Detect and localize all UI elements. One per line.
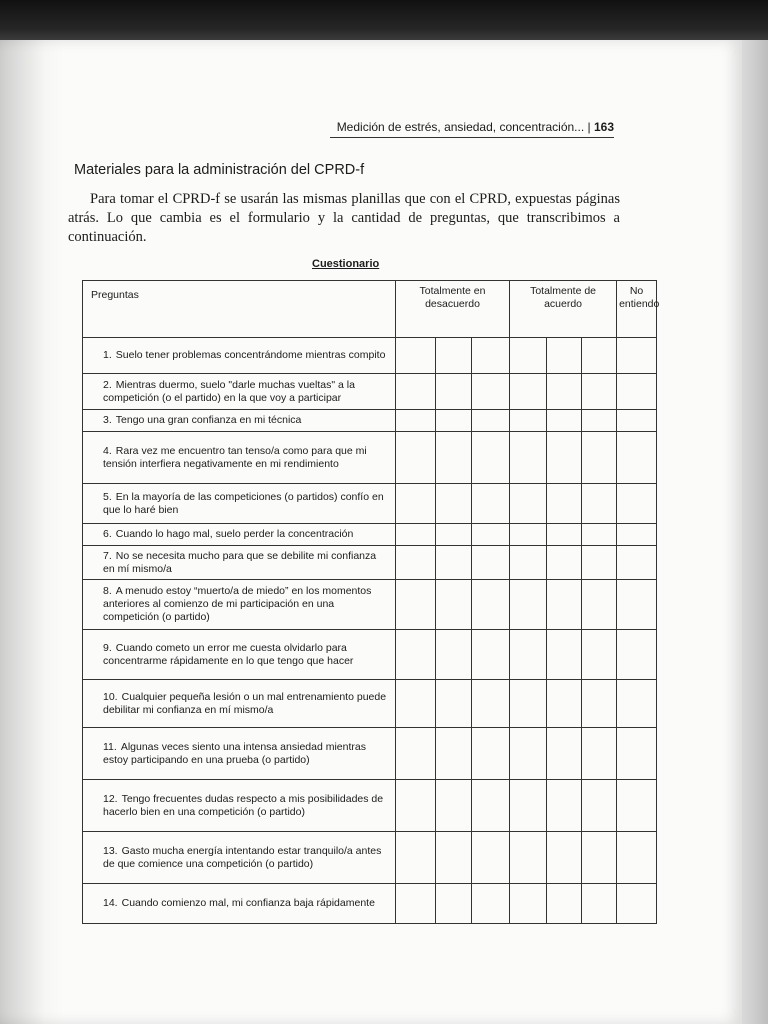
question-cell — [83, 374, 396, 410]
question-text: En la mayoría de las competiciones (o partidos) confío en que lo haré bien — [103, 490, 384, 516]
answer-cell[interactable] — [547, 374, 582, 410]
answer-cell[interactable] — [472, 884, 510, 924]
table-row — [83, 884, 657, 924]
question-cell — [83, 524, 396, 546]
question-number: 7. — [103, 549, 112, 562]
answer-cell[interactable] — [617, 884, 657, 924]
answer-cell[interactable] — [472, 546, 510, 580]
answer-cell[interactable] — [582, 780, 617, 832]
table-row — [83, 728, 657, 780]
question-cell — [83, 546, 396, 580]
answer-cell[interactable] — [547, 680, 582, 728]
answer-cell[interactable] — [547, 832, 582, 884]
answer-cell[interactable] — [510, 374, 547, 410]
answer-cell[interactable] — [472, 580, 510, 630]
table-row — [83, 546, 657, 580]
question-number: 6. — [103, 528, 112, 540]
question-text: No se necesita mucho para que se debilite mi confianza en mí mismo/a — [103, 549, 377, 575]
answer-cell[interactable] — [547, 630, 582, 680]
answer-cell[interactable] — [436, 728, 472, 780]
table-row — [83, 832, 657, 884]
answer-cell[interactable] — [617, 780, 657, 832]
answer-cell[interactable] — [510, 884, 547, 924]
answer-cell[interactable] — [472, 780, 510, 832]
answer-cell[interactable] — [396, 546, 436, 580]
answer-cell[interactable] — [436, 432, 472, 484]
answer-cell[interactable] — [617, 728, 657, 780]
answer-cell[interactable] — [547, 484, 582, 524]
answer-cell[interactable] — [436, 484, 472, 524]
table-row — [83, 680, 657, 728]
answer-cell[interactable] — [582, 432, 617, 484]
answer-cell[interactable] — [582, 680, 617, 728]
answer-cell[interactable] — [510, 780, 547, 832]
answer-cell[interactable] — [617, 338, 657, 374]
question-cell — [83, 728, 396, 780]
running-header-text: Medición de estrés, ansiedad, concentración... | — [336, 120, 591, 134]
answer-cell[interactable] — [547, 410, 582, 432]
header-acuerdo: Totalmente de acuerdo — [510, 281, 617, 338]
answer-cell[interactable] — [510, 680, 547, 728]
question-text: Rara vez me encuentro tan tenso/a como para que mi tensión interfiera negativamente en mi rendimiento — [103, 444, 367, 470]
question-cell — [83, 780, 396, 832]
answer-cell[interactable] — [582, 484, 617, 524]
answer-cell[interactable] — [547, 580, 582, 630]
answer-cell[interactable] — [547, 546, 582, 580]
answer-cell[interactable] — [617, 546, 657, 580]
answer-cell[interactable] — [396, 484, 436, 524]
table-row — [83, 630, 657, 680]
question-number: 3. — [103, 414, 112, 426]
answer-cell[interactable] — [396, 680, 436, 728]
question-text: A menudo estoy “muerto/a de miedo” en los momentos anteriores al comienzo de mi participación en una competición (o partido) — [103, 585, 372, 623]
question-cell — [83, 432, 396, 484]
answer-cell[interactable] — [547, 524, 582, 546]
question-number: 2. — [103, 378, 112, 391]
answer-cell[interactable] — [472, 410, 510, 432]
answer-cell[interactable] — [617, 484, 657, 524]
question-number: 12. — [103, 792, 118, 805]
question-text: Tengo una gran confianza en mi técnica — [115, 414, 302, 426]
answer-cell[interactable] — [510, 728, 547, 780]
question-cell — [83, 410, 396, 432]
table-row — [83, 780, 657, 832]
answer-cell[interactable] — [436, 832, 472, 884]
question-cell — [83, 884, 396, 924]
answer-cell[interactable] — [436, 780, 472, 832]
header-preguntas: Preguntas — [83, 281, 396, 338]
answer-cell[interactable] — [617, 524, 657, 546]
answer-cell[interactable] — [396, 374, 436, 410]
questionnaire-table — [82, 280, 660, 924]
question-cell — [83, 338, 396, 374]
table-row — [83, 580, 657, 630]
question-text: Tengo frecuentes dudas respecto a mis posibilidades de hacerlo bien en una competición (o partido) — [103, 792, 384, 818]
question-number: 14. — [103, 897, 118, 909]
question-cell — [83, 580, 396, 630]
answer-cell[interactable] — [396, 884, 436, 924]
answer-cell[interactable] — [396, 780, 436, 832]
question-text: Gasto mucha energía intentando estar tranquilo/a antes de que comience una competición (o partido) — [103, 844, 382, 870]
answer-cell[interactable] — [582, 410, 617, 432]
answer-cell[interactable] — [396, 832, 436, 884]
answer-cell[interactable] — [472, 484, 510, 524]
answer-cell[interactable] — [510, 432, 547, 484]
table-row — [83, 374, 657, 410]
answer-cell[interactable] — [547, 338, 582, 374]
answer-cell[interactable] — [472, 338, 510, 374]
answer-cell[interactable] — [396, 728, 436, 780]
answer-cell[interactable] — [582, 728, 617, 780]
question-text: Cuando lo hago mal, suelo perder la concentración — [115, 528, 354, 540]
answer-cell[interactable] — [396, 580, 436, 630]
answer-cell[interactable] — [436, 374, 472, 410]
answer-cell[interactable] — [396, 630, 436, 680]
answer-cell[interactable] — [436, 524, 472, 546]
answer-cell[interactable] — [396, 432, 436, 484]
answer-cell[interactable] — [510, 484, 547, 524]
answer-cell[interactable] — [472, 630, 510, 680]
answer-cell[interactable] — [582, 884, 617, 924]
answer-cell[interactable] — [510, 338, 547, 374]
answer-cell[interactable] — [396, 338, 436, 374]
answer-cell[interactable] — [396, 410, 436, 432]
answer-cell[interactable] — [510, 546, 547, 580]
table-row — [83, 338, 657, 374]
question-text: Algunas veces siento una intensa ansiedad mientras estoy participando en una prueba (o partido) — [103, 740, 366, 766]
answer-cell[interactable] — [472, 680, 510, 728]
answer-cell[interactable] — [436, 580, 472, 630]
answer-cell[interactable] — [436, 630, 472, 680]
header-no-entiendo: No entiendo — [617, 281, 657, 338]
answer-cell[interactable] — [547, 728, 582, 780]
question-number: 13. — [103, 844, 118, 857]
question-text: Cuando comienzo mal, mi confianza baja rápidamente — [121, 897, 375, 909]
question-text: Suelo tener problemas concentrándome mientras compito — [115, 349, 386, 361]
answer-cell[interactable] — [582, 832, 617, 884]
answer-cell[interactable] — [510, 580, 547, 630]
answer-cell[interactable] — [582, 630, 617, 680]
answer-cell[interactable] — [617, 410, 657, 432]
answer-cell[interactable] — [510, 832, 547, 884]
table-row — [83, 524, 657, 546]
answer-cell[interactable] — [472, 374, 510, 410]
answer-cell[interactable] — [547, 780, 582, 832]
question-cell — [83, 680, 396, 728]
answer-cell[interactable] — [472, 432, 510, 484]
question-number: 11. — [103, 740, 117, 753]
answer-cell[interactable] — [582, 338, 617, 374]
answer-cell[interactable] — [547, 432, 582, 484]
answer-cell[interactable] — [510, 524, 547, 546]
question-number: 9. — [103, 641, 112, 654]
questionnaire-title: Cuestionario — [312, 258, 380, 270]
answer-cell[interactable] — [436, 546, 472, 580]
answer-cell[interactable] — [617, 832, 657, 884]
answer-cell[interactable] — [582, 374, 617, 410]
answer-cell[interactable] — [472, 728, 510, 780]
header-rule — [330, 137, 614, 138]
question-cell — [83, 832, 396, 884]
answer-cell[interactable] — [547, 884, 582, 924]
answer-cell[interactable] — [472, 524, 510, 546]
answer-cell[interactable] — [617, 432, 657, 484]
answer-cell[interactable] — [436, 680, 472, 728]
page-number: 163 — [593, 120, 614, 134]
answer-cell[interactable] — [436, 410, 472, 432]
intro-paragraph: Para tomar el CPRD-f se usarán las mismas planillas que con el CPRD, expuestas páginas atrás. Lo que cambia es el formulario y la cantidad de preguntas, que transcribimos a continuación. — [68, 191, 620, 245]
question-number: 4. — [103, 444, 112, 457]
answer-cell[interactable] — [582, 524, 617, 546]
answer-cell[interactable] — [617, 374, 657, 410]
answer-cell[interactable] — [617, 580, 657, 630]
answer-cell[interactable] — [582, 580, 617, 630]
header-desacuerdo: Totalmente en desacuerdo — [396, 281, 510, 338]
answer-cell[interactable] — [617, 680, 657, 728]
answer-cell[interactable] — [510, 410, 547, 432]
table-row — [83, 432, 657, 484]
answer-cell[interactable] — [617, 630, 657, 680]
answer-cell[interactable] — [510, 630, 547, 680]
question-text: Mientras duermo, suelo "darle muchas vueltas" a la competición (o el partido) en la que voy a participar — [103, 378, 355, 404]
answer-cell[interactable] — [396, 524, 436, 546]
answer-cell[interactable] — [582, 546, 617, 580]
answer-cell[interactable] — [436, 338, 472, 374]
question-number: 1. — [103, 349, 112, 361]
question-text: Cuando cometo un error me cuesta olvidarlo para concentrarme rápidamente en lo que tengo que hacer — [103, 641, 354, 667]
table-row — [83, 410, 657, 432]
answer-cell[interactable] — [436, 884, 472, 924]
table-header-row — [83, 281, 657, 338]
question-number: 5. — [103, 490, 112, 503]
section-title: Materiales para la administración del CPRD-f — [74, 162, 365, 178]
answer-cell[interactable] — [472, 832, 510, 884]
question-text: Cualquier pequeña lesión o un mal entrenamiento puede debilitar mi confianza en mí mismo/a — [103, 690, 387, 716]
question-cell — [83, 484, 396, 524]
question-number: 8. — [103, 585, 112, 597]
question-number: 10. — [103, 690, 118, 703]
running-header — [330, 120, 614, 134]
page-edge — [742, 40, 768, 1024]
table-row — [83, 484, 657, 524]
question-cell — [83, 630, 396, 680]
